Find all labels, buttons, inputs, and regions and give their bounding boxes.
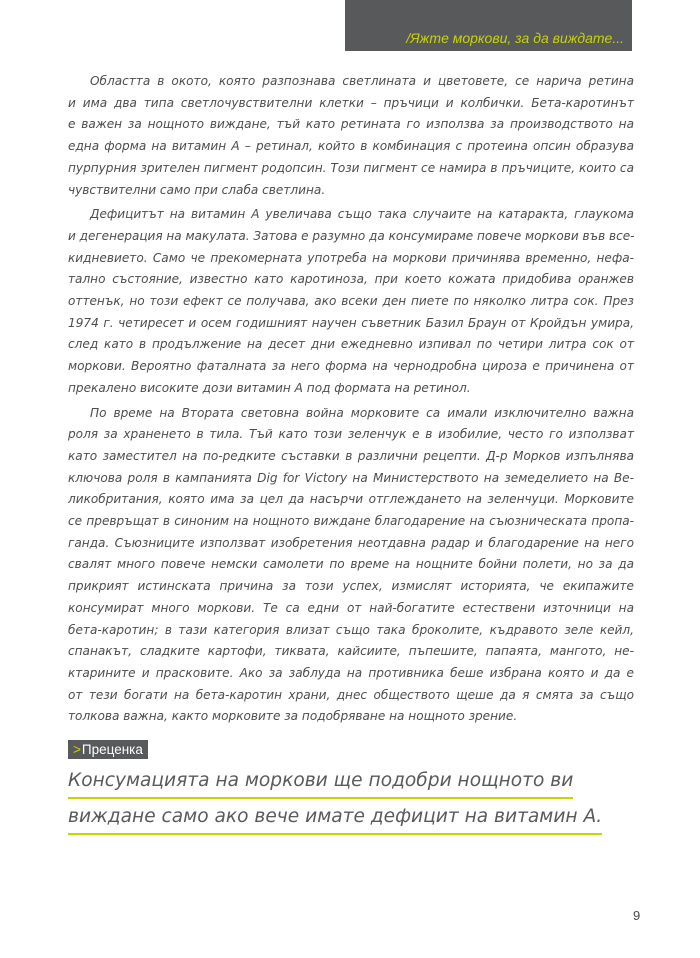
- text-line: Областта в окото, която разпознава светлината и цветовете, се нарича ретина: [90, 74, 634, 88]
- running-title: /Яжте моркови, за да виждате...: [406, 30, 624, 46]
- verdict-label-text: Преценка: [81, 742, 143, 757]
- verdict-line: виждане само ако вече имате дефицит на витамин А.: [68, 801, 602, 835]
- text-line: една форма на витамин А – ретинал, който в комбинация с протеина опсин образува: [68, 139, 634, 154]
- text-line: ктарините и прасковите. Ако за заблуда на противника беше избрана която и да е: [68, 665, 634, 680]
- text-line: чувствителни само при слаба светлина.: [68, 182, 326, 197]
- text-line: и има два типа светлочувствителни клетки – пръчици и колбички. Бета-каротинът: [68, 95, 634, 110]
- paragraph-deficit: [68, 204, 634, 399]
- text-line: консумират много моркови. Те са едни от най-богатите естествени източници на: [68, 600, 634, 615]
- text-line: тално състояние, известно като каротиноза, при което кожата придобива оранжев: [68, 272, 634, 287]
- text-line: толкова важна, както морковите за подобряване на нощното зрение.: [68, 709, 518, 724]
- text-line: кидневието. Само че прекомерната употреба на моркови причинява временно, нефа-: [68, 250, 634, 265]
- text-line: моркови. Вероятно фаталната за него форма на чернодробна цироза е причинена от: [68, 359, 634, 374]
- text-line: оттенък, но този ефект се получава, ако всеки ден пиете по няколко литра сок. През: [68, 294, 634, 309]
- arrow-icon: >: [73, 742, 81, 757]
- article-body: [68, 71, 634, 731]
- page-number: 9: [633, 908, 641, 923]
- text-line: Дефицитът на витамин А увеличава също така случаите на катаракта, глаукома: [90, 207, 634, 222]
- verdict-label: [68, 740, 148, 759]
- text-line: като заместител на по-редките съставки в различни рецепти. Д-р Морков изпълнява: [68, 448, 634, 463]
- text-line: и дегенерация на макулата. Затова е разумно да консумираме повече моркови във все-: [68, 228, 635, 243]
- text-line: спанакът, сладките картофи, тиквата, кайсиите, пъпешите, папаята, мангото, не-: [68, 644, 634, 659]
- text-line: се превръщат в синоним на нощното виждане благодарение на съюзническата пропа-: [68, 514, 634, 529]
- text-line: 1974 г. четиресет и осем годишният научен съветник Базил Браун от Кройдън умира,: [68, 315, 634, 330]
- text-line: бета-каротин; в тази категория влизат също така броколите, къдравото зеле кейл,: [68, 622, 634, 637]
- text-line: роля за храненето в тила. Тъй като този зеленчук е в изобилие, често го използват: [68, 427, 634, 442]
- header-bar: [345, 0, 632, 51]
- verdict-statement: [68, 765, 628, 837]
- text-line: след като в продължение на десет дни ежедневно изпивал по четири литра сок от: [68, 337, 634, 352]
- text-line: свалят много повече немски самолети по време на нощните бойни полети, но за да: [68, 557, 634, 572]
- text-line: ганда. Съюзниците използват изобретения неотдавна радар и благодарение на него: [68, 535, 634, 550]
- text-line: ликобритания, която има за цел да насърчи отглеждането на зеленчуци. Морковите: [68, 492, 634, 507]
- text-line: е важен за нощното виждане, тъй като ретината го използва за производството на: [68, 117, 634, 132]
- text-line: прикрият истинската причина за този успех, измислят историята, че екипажите: [68, 579, 634, 594]
- text-line: прекалено високите дози витамин А под формата на ретинол.: [68, 380, 471, 395]
- text-line: пурпурния зрителен пигмент родопсин. Този пигмент се намира в пръчиците, които са: [68, 160, 634, 175]
- paragraph-retina: [68, 71, 634, 201]
- verdict-line: Консумацията на моркови ще подобри нощното ви: [68, 765, 573, 799]
- paragraph-wartime: [68, 403, 634, 729]
- text-line: ключова роля в кампанията Dig for Victory на Министерството на земеделието на Ве-: [68, 470, 634, 485]
- text-line: от тези богати на бета-каротин храни, днес обществото щеше да я смята за също: [68, 687, 634, 702]
- text-line: По време на Втората световна война морковите са имали изключително важна: [90, 405, 634, 420]
